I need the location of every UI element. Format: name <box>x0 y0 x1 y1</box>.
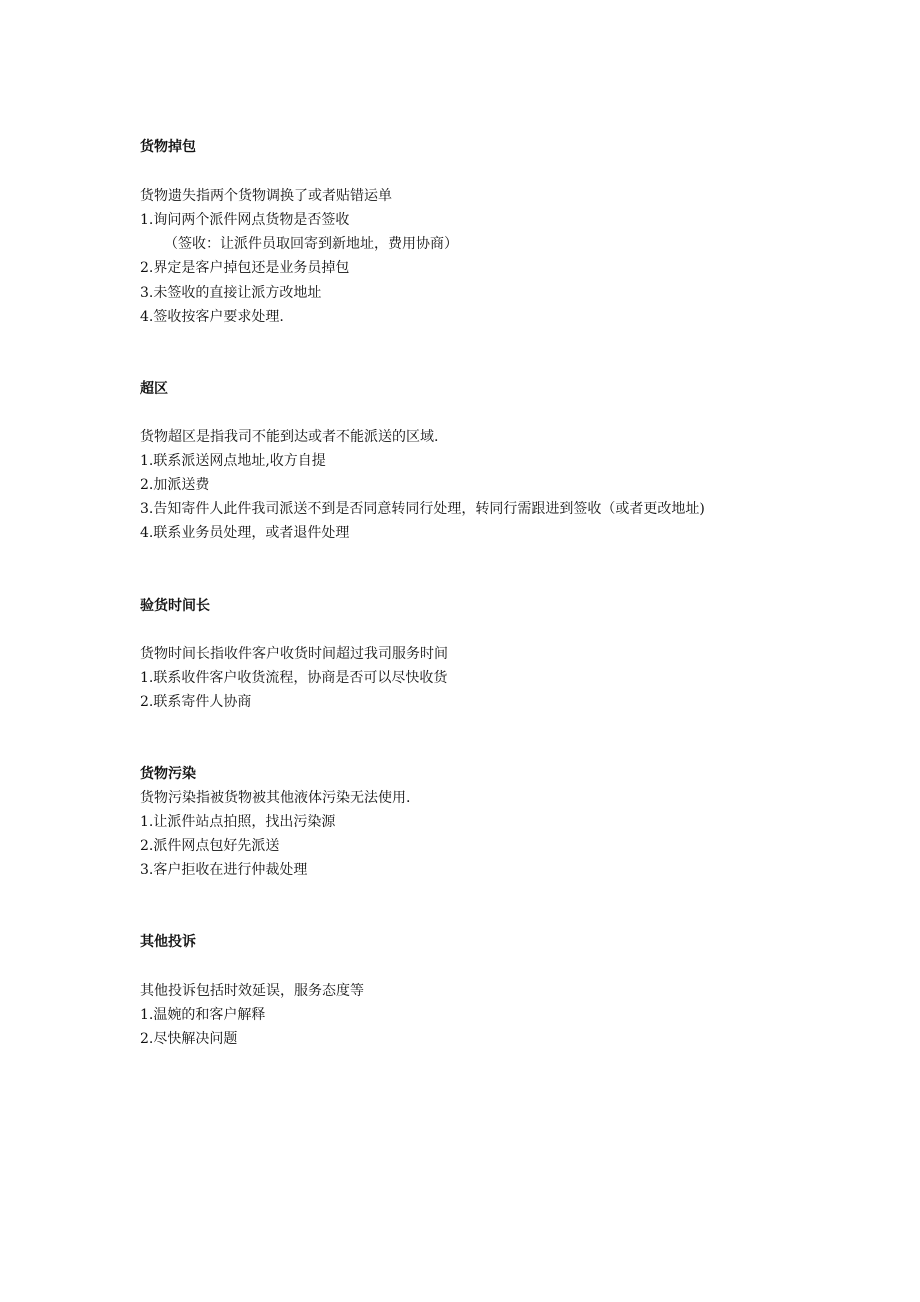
section-line: 2.加派送费 <box>140 477 210 493</box>
section-line: 2.派件网点包好先派送 <box>140 838 280 854</box>
section-line: 1.联系派送网点地址,收方自提 <box>140 453 326 469</box>
section-line: 2.尽快解决问题 <box>140 1031 238 1047</box>
section-line: 2.联系寄件人协商 <box>140 694 252 710</box>
section-line-note: （签收：让派件员取回寄到新地址，费用协商） <box>164 236 458 252</box>
section-line: 4.签收按客户要求处理. <box>140 309 284 325</box>
section-title-goods-contaminated: 货物污染 <box>140 766 196 782</box>
section-line: 货物遗失指两个货物调换了或者贴错运单 <box>140 188 392 204</box>
section-line: 1.温婉的和客户解释 <box>140 1007 266 1023</box>
section-line: 货物污染指被货物被其他液体污染无法使用. <box>140 790 411 806</box>
section-line: 1.联系收件客户收货流程，协商是否可以尽快收货 <box>140 670 448 686</box>
section-title-other-complaints: 其他投诉 <box>140 934 196 950</box>
section-line: 1.询问两个派件网点货物是否签收 <box>140 212 350 228</box>
section-title-long-inspection: 验货时间长 <box>140 598 210 614</box>
section-line: 1.让派件站点拍照，找出污染源 <box>140 814 336 830</box>
section-line: 3.告知寄件人此件我司派送不到是否同意转同行处理，转同行需跟进到签收（或者更改地址) <box>140 501 705 517</box>
section-line: 货物超区是指我司不能到达或者不能派送的区域. <box>140 429 439 445</box>
section-line: 3.客户拒收在进行仲裁处理 <box>140 862 308 878</box>
section-line: 货物时间长指收件客户收货时间超过我司服务时间 <box>140 646 448 662</box>
section-line: 4.联系业务员处理，或者退件处理 <box>140 525 350 541</box>
section-line: 2.界定是客户掉包还是业务员掉包 <box>140 260 350 276</box>
section-line: 3.未签收的直接让派方改地址 <box>140 285 322 301</box>
section-line: 其他投诉包括时效延误，服务态度等 <box>140 983 364 999</box>
section-title-out-of-area: 超区 <box>140 381 168 397</box>
section-title-goods-swapped: 货物掉包 <box>140 139 196 155</box>
